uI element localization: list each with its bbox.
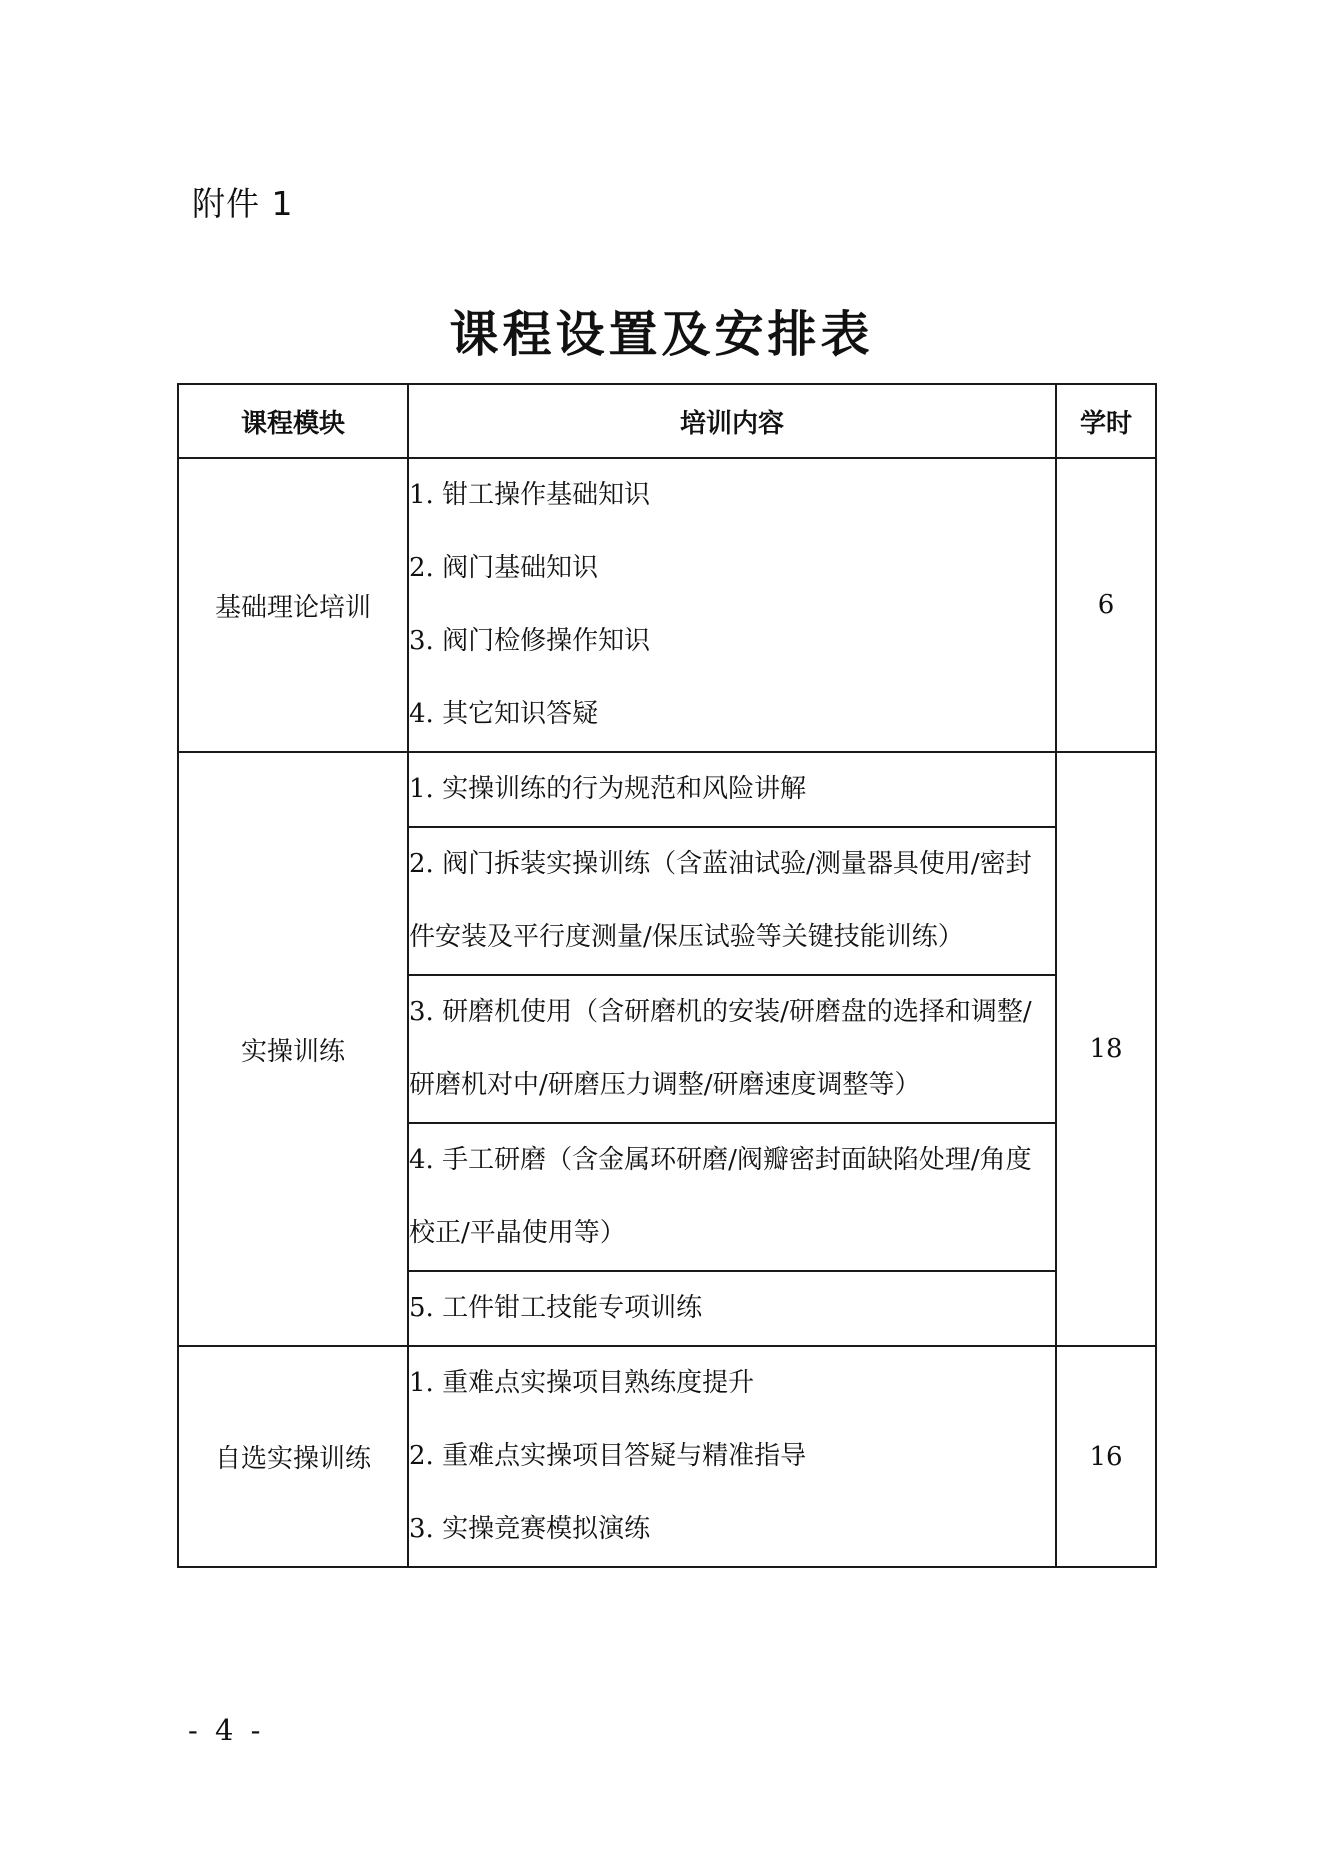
header-module: 课程模块 <box>178 384 408 458</box>
content-item: 1. 重难点实操项目熟练度提升 <box>409 1368 755 1398</box>
content-item: 1. 钳工操作基础知识 <box>409 480 651 510</box>
content-item: 4. 手工研磨（含金属环研磨/阀瓣密封面缺陷处理/角度校正/平晶使用等） <box>409 1145 1032 1248</box>
page-title: 课程设置及安排表 <box>449 305 874 363</box>
content-item: 1. 实操训练的行为规范和风险讲解 <box>409 774 807 804</box>
module-cell: 基础理论培训 <box>178 458 408 752</box>
table-row <box>178 1346 1156 1567</box>
header-content: 培训内容 <box>408 384 1056 458</box>
content-item: 2. 重难点实操项目答疑与精准指导 <box>409 1441 807 1471</box>
content-item: 3. 实操竞赛模拟演练 <box>409 1514 651 1544</box>
content-cell <box>408 975 1056 1123</box>
content-item: 2. 阀门拆装实操训练（含蓝油试验/测量器具使用/密封件安装及平行度测量/保压试验等关键技能训练） <box>409 849 1032 952</box>
course-schedule-table <box>177 383 1157 1568</box>
content-item: 3. 阀门检修操作知识 <box>409 626 651 656</box>
content-item: 5. 工件钳工技能专项训练 <box>409 1293 703 1323</box>
content-cell <box>408 827 1056 975</box>
content-cell <box>408 1271 1056 1346</box>
hours-cell: 6 <box>1056 458 1156 752</box>
module-cell: 实操训练 <box>178 752 408 1346</box>
content-cell <box>408 1346 1056 1567</box>
content-item: 4. 其它知识答疑 <box>409 699 599 729</box>
attachment-label: 附件 1 <box>192 184 294 223</box>
content-cell <box>408 752 1056 827</box>
hours-cell: 16 <box>1056 1346 1156 1567</box>
content-cell <box>408 458 1056 752</box>
content-item: 2. 阀门基础知识 <box>409 553 599 583</box>
header-hours: 学时 <box>1056 384 1156 458</box>
table-row <box>178 458 1156 752</box>
table-header-row <box>178 384 1156 458</box>
hours-cell: 18 <box>1056 752 1156 1346</box>
page-number: - 4 - <box>188 1713 265 1747</box>
content-cell <box>408 1123 1056 1271</box>
table-row <box>178 752 1156 827</box>
module-cell: 自选实操训练 <box>178 1346 408 1567</box>
content-item: 3. 研磨机使用（含研磨机的安装/研磨盘的选择和调整/研磨机对中/研磨压力调整/研磨速度调整等） <box>409 997 1032 1100</box>
